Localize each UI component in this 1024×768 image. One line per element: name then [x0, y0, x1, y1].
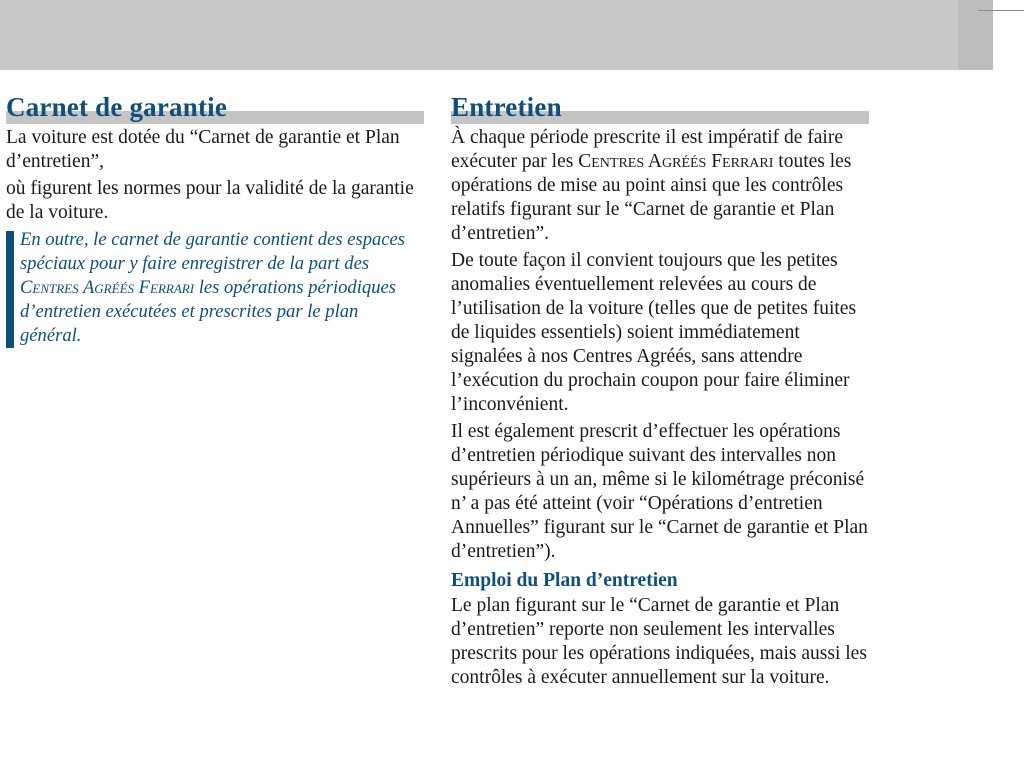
- warranty-paragraph-1: La voiture est dotée du “Carnet de garantie et Plan d’entretien”,: [6, 127, 400, 172]
- plan-usage-subheading: Emploi du Plan d’entretien: [451, 570, 678, 591]
- maintenance-heading: [451, 92, 869, 126]
- maintenance-paragraph-2: De toute façon il convient toujours que les petites anomalies éventuellement relevées au cours de l’utilisation de la voiture (telles que de petites fuites de liquides essentiels) soient immédiatement signalées à nos Centres Agréés, sans attendre l’exécution du prochain coupon pour faire éliminer l’inconvénient.: [451, 250, 857, 415]
- warranty-heading: [6, 92, 424, 126]
- note-text-end: les opérations périodiques d’entretien exécutées et prescrites par le plan général.: [20, 277, 396, 346]
- p1-text-end: toutes les opérations de mise au point ainsi que les contrôles relatifs figurant sur le “Carnet de garantie et Plan d’entretien”.: [451, 151, 852, 244]
- warranty-heading-text: Carnet de garantie: [6, 92, 228, 122]
- right-column: [451, 92, 869, 693]
- warranty-note: [6, 228, 424, 348]
- corner-rule: [978, 10, 1024, 11]
- maintenance-paragraph-1: [451, 126, 869, 246]
- warranty-paragraph-2: où figurent les normes pour la validité de la garantie de la voiture.: [6, 178, 414, 223]
- warranty-note-text: [20, 228, 424, 348]
- maintenance-paragraph-3: Il est également prescrit d’effectuer les opérations d’entretien périodique suivant des intervalles non supérieurs à un an, même si le kilométrage préconisé n’ a pas été atteint (voir “Opérations d’entretien Annuelles” figurant sur le “Carnet de garantie et Plan d’entretien”).: [451, 421, 868, 562]
- p1-brand-name: Centres Agréés Ferrari: [578, 151, 774, 172]
- maintenance-heading-text: Entretien: [451, 92, 562, 122]
- note-text-start: En outre, le carnet de garantie contient des espaces spéciaux pour y faire enregistrer de la part des: [20, 229, 406, 274]
- note-side-bar: [6, 231, 14, 348]
- header-band: [0, 0, 993, 70]
- left-column: [6, 92, 424, 348]
- p1-text-start: À chaque période prescrite il est impératif de faire exécuter par les: [451, 127, 843, 172]
- maintenance-paragraph-4: Le plan figurant sur le “Carnet de garantie et Plan d’entretien” reporte non seulement les intervalles prescrits pour les opérations indiquées, mais aussi les contrôles à exécuter annuellement sur la voiture.: [451, 595, 867, 688]
- note-brand-name: Centres Agréés Ferrari: [20, 277, 195, 298]
